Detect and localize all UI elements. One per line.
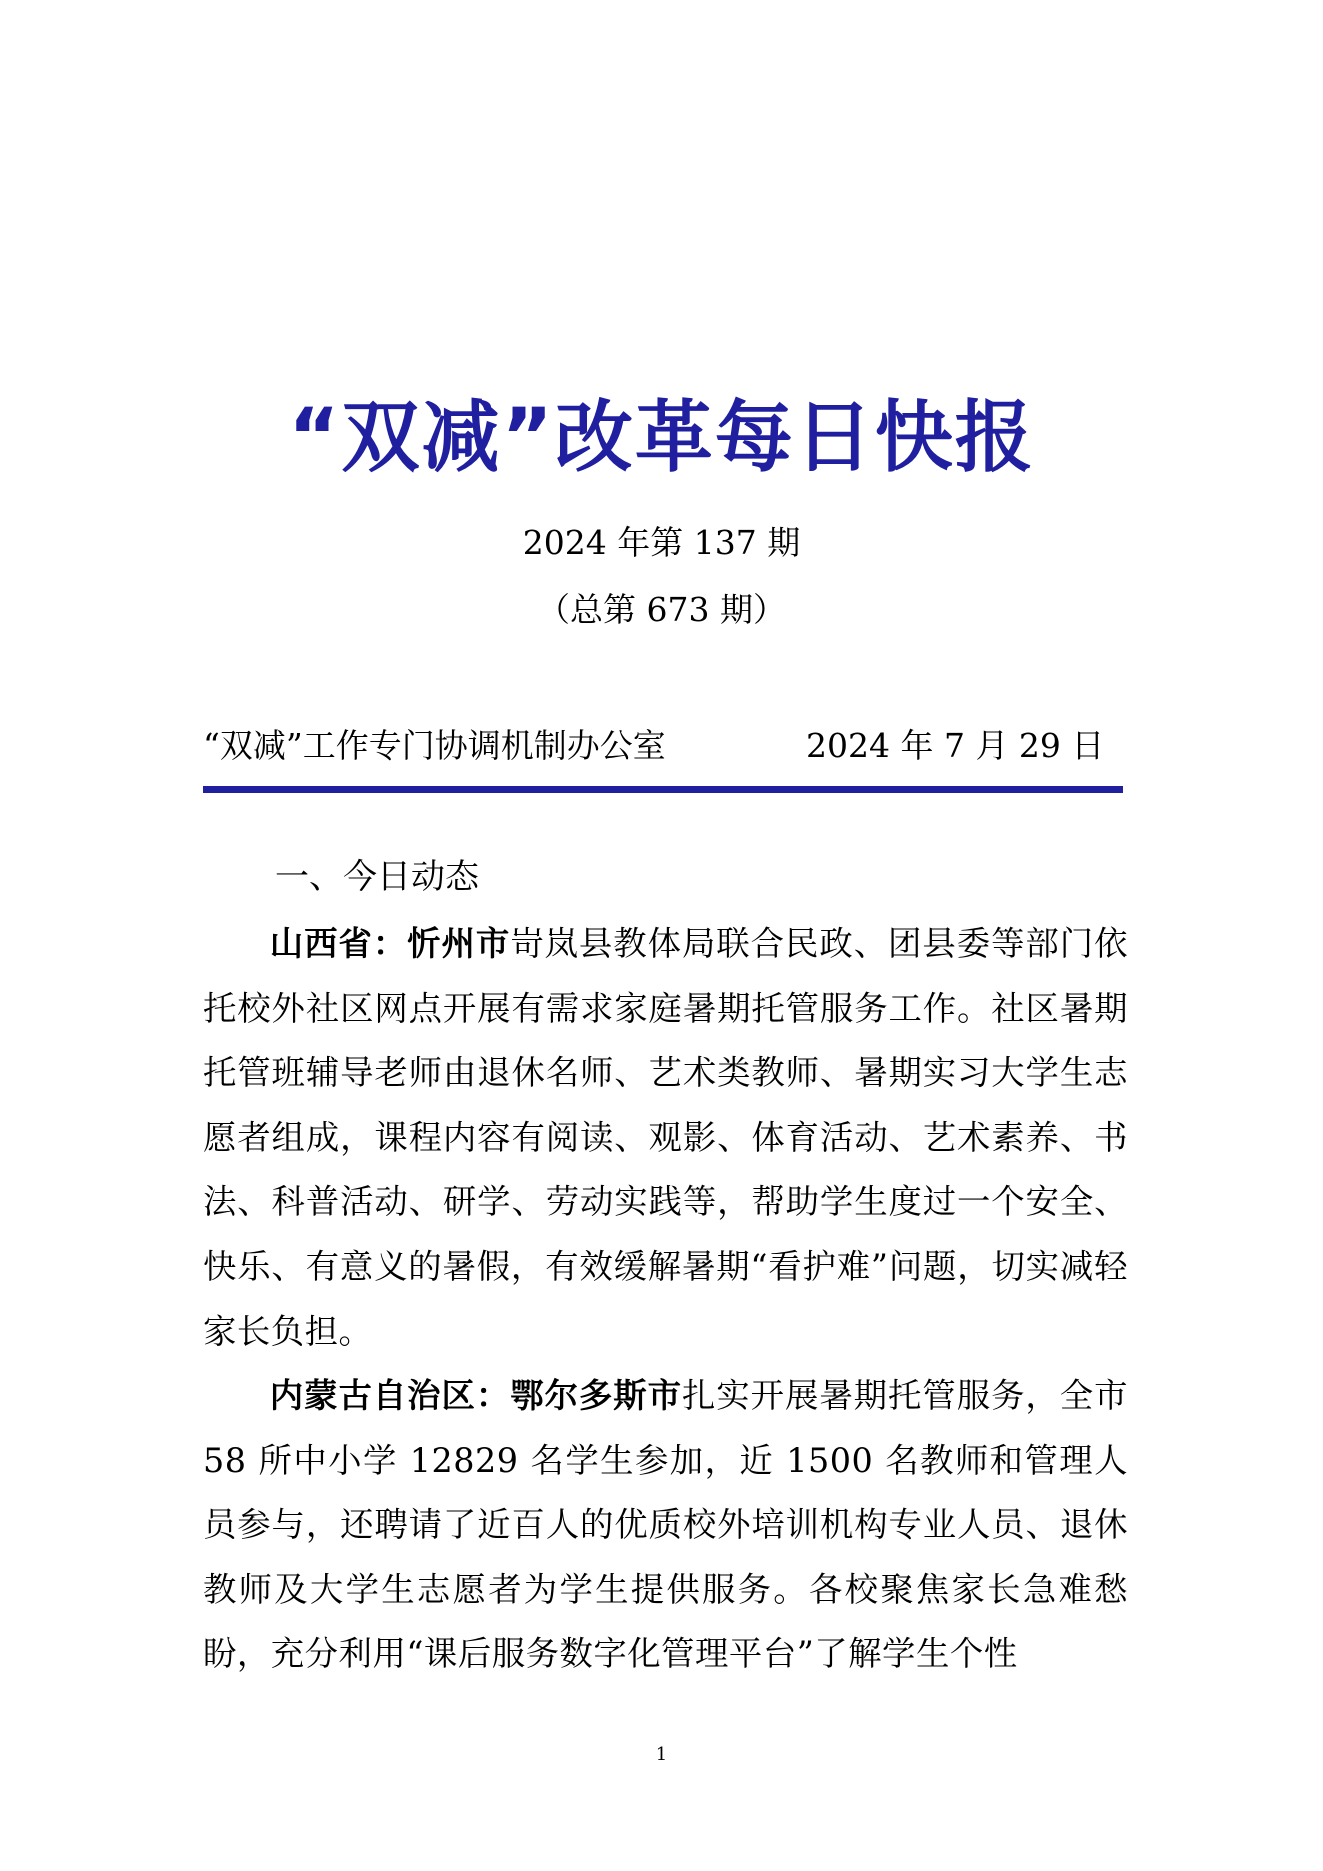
section-heading: 一、今日动态 — [275, 857, 479, 897]
header-divider — [203, 786, 1123, 793]
paragraph-shanxi — [203, 912, 1128, 1364]
issue-number: 2024 年第 137 期 — [522, 523, 801, 562]
publish-date: 2024 年 7 月 29 日 — [806, 726, 1105, 765]
report-title: “双减”改革每日快报 — [288, 393, 1035, 483]
page-number: 1 — [655, 1744, 668, 1765]
paragraph-inner-mongolia — [203, 1364, 1128, 1687]
paragraph-lead: 内蒙古自治区：鄂尔多斯市 — [269, 1376, 682, 1415]
paragraph-text: 岢岚县教体局联合民政、团县委等部门依托校外社区网点开展有需求家庭暑期托管服务工作。社区暑期托管班辅导老师由退休名师、艺术类教师、暑期实习大学生志愿者组成，课程内容有阅读、观影、体育活动、艺术素养、书法、科普活动、研学、劳动实践等，帮助学生度过一个安全、快乐、有意义的暑假，有效缓解暑期“看护难”问题，切实减轻家长负担。 — [203, 924, 1129, 1351]
total-issue-number: （总第 673 期） — [537, 590, 786, 629]
paragraph-text: 扎实开展暑期托管服务，全市 58 所中小学 12829 名学生参加，近 1500 名教师和管理人员参与，还聘请了近百人的优质校外培训机构专业人员、退休教师及大学生志愿者为学生提供服务。各校聚焦家长急难愁盼，充分利用“课后服务数字化管理平台”了解学生个性 — [203, 1376, 1128, 1674]
issuing-office: “双减”工作专门协调机制办公室 — [203, 726, 666, 765]
paragraph-lead: 山西省：忻州市 — [269, 924, 511, 963]
